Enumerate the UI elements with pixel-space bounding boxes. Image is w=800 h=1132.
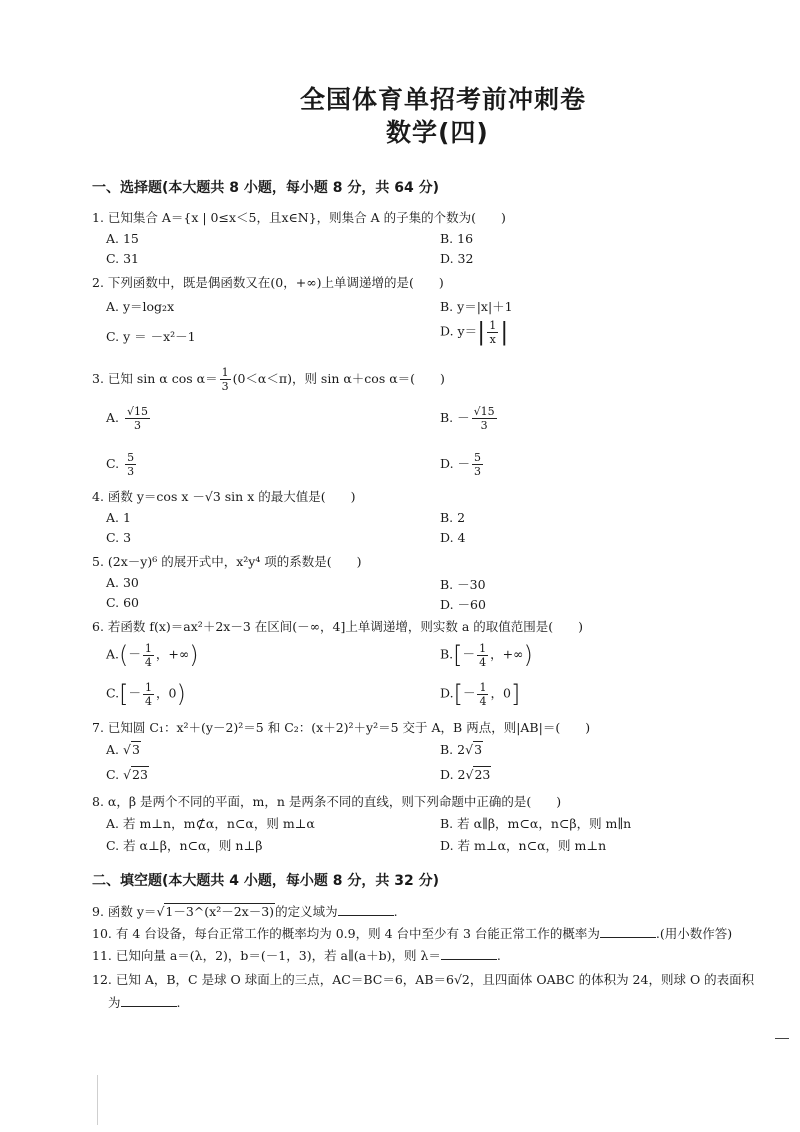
q8-option-d: D. 若 m⊥α，n⊂α，则 m⊥n — [440, 838, 607, 853]
q2-option-d: D. y＝| $\frac{1}{x}$ | — [440, 318, 509, 346]
q1-option-d: D. 32 — [440, 251, 474, 266]
q1-option-c: C. 31 — [106, 251, 139, 266]
scan-edge-mark-left — [97, 1075, 98, 1125]
q12-line1: 12. 已知 A，B，C 是球 O 球面上的三点，AC＝BC＝6，AB＝6√2，且四面体 OABC 的体积为 24，则球 O 的表面积 — [92, 972, 755, 987]
q6-option-a: A.(－ $\frac{1}{4}$ ，+∞) — [106, 641, 199, 669]
q7-stem: 7. 已知圆 C₁：x²＋(y－2)²＝5 和 C₂：(x＋2)²＋y²＝5 交于 A，B 两点，则|AB|＝( ) — [92, 720, 591, 735]
q8-option-a: A. 若 m⊥n，m⊄α，n⊂α，则 m⊥α — [106, 816, 315, 831]
exam-subtitle: 数学(四) — [386, 118, 489, 147]
q6-option-c: C.[－ $\frac{1}{4}$ ，0) — [106, 680, 186, 708]
q3-option-c: C. $\frac{5}{3}$ — [106, 451, 135, 478]
q3-stem-frac: $\frac{1}{3}$ — [221, 366, 229, 393]
q8-option-b: B. 若 α∥β，m⊂α，n⊂β，则 m∥n — [440, 816, 632, 831]
q7-option-d: D. 2√23 — [440, 767, 491, 782]
q2-option-b: B. y＝|x|＋1 — [440, 299, 513, 314]
q5-option-d: D. －60 — [440, 597, 486, 612]
q6-option-d: D.[－ $\frac{1}{4}$ ，0] — [440, 680, 521, 708]
q2-option-d-prefix: D. y＝ — [440, 323, 478, 339]
q7-option-c: C. √23 — [106, 767, 148, 782]
q3-option-d: D. － $\frac{5}{3}$ — [440, 451, 482, 478]
q8-stem: 8. α，β 是两个不同的平面，m，n 是两条不同的直线，则下列命题中正确的是( ) — [92, 794, 562, 809]
q5-option-b: B. －30 — [440, 577, 486, 592]
q5-stem: 5. (2x－y)⁶ 的展开式中，x²y⁴ 项的系数是( ) — [92, 554, 362, 569]
q6-option-b: B.[－ $\frac{1}{4}$ ，+∞) — [440, 641, 533, 669]
q12-line2: 为 . — [108, 995, 181, 1010]
q9-answer-blank[interactable] — [338, 903, 394, 916]
q1-option-b: B. 16 — [440, 231, 474, 246]
q10-answer-blank[interactable] — [600, 925, 656, 938]
q11-answer-blank[interactable] — [441, 947, 497, 960]
q4-option-a: A. 1 — [106, 510, 131, 525]
q2-option-c: C. y ＝ －x²－1 — [106, 329, 196, 344]
q2-option-d-frac: $\frac{1}{x}$ — [489, 318, 497, 346]
q1-stem: 1. 已知集合 A＝{x | 0≤x＜5，且x∈N}，则集合 A 的子集的个数为( ) — [92, 210, 506, 225]
section1-heading: 一、选择题(本大题共 8 小题，每小题 8 分，共 64 分) — [92, 180, 440, 196]
q5-option-c: C. 60 — [106, 595, 139, 610]
q3-option-a: A. $\frac{√15}{3}$ — [106, 405, 148, 432]
q5-option-a: A. 30 — [106, 575, 139, 590]
q4-option-c: C. 3 — [106, 530, 132, 545]
q10: 10. 有 4 台设备，每台正常工作的概率均为 0.9，则 4 台中至少有 3 台能正常工作的概率为 .(用小数作答) — [92, 926, 733, 941]
q2-option-a: A. y＝log₂x — [106, 299, 175, 314]
q2-stem-text: 2. 下列函数中，既是偶函数又在(0，+∞)上单调递增的是( ) — [92, 275, 444, 290]
q1-option-a: A. 15 — [106, 231, 139, 246]
q7-option-a: A. √3 — [106, 742, 140, 757]
scan-edge-mark-right — [775, 1038, 789, 1039]
q3-stem: 3. 已知 sin α cos α＝ $\frac{1}{3}$ (0＜α＜π)，则 sin α＋cos α＝( ) — [92, 366, 445, 393]
exam-title: 全国体育单招考前冲刺卷 — [300, 85, 587, 114]
q8-option-c: C. 若 α⊥β，n⊂α，则 n⊥β — [106, 838, 263, 853]
q3-option-b: B. － $\frac{√15}{3}$ — [440, 405, 495, 432]
q9: 9. 函数 y＝√1－3^(x²－2x－3)的定义域为 . — [92, 904, 398, 919]
q4-option-b: B. 2 — [440, 510, 466, 525]
q4-option-d: D. 4 — [440, 530, 466, 545]
q6-stem: 6. 若函数 f(x)＝ax²＋2x－3 在区间(－∞，4]上单调递增，则实数 a 的取值范围是( ) — [92, 619, 584, 634]
section2-heading: 二、填空题(本大题共 4 小题，每小题 8 分，共 32 分) — [92, 873, 440, 889]
q4-stem: 4. 函数 y＝cos x －√3 sin x 的最大值是( ) — [92, 489, 356, 504]
q7-option-b: B. 2√3 — [440, 742, 483, 757]
q11: 11. 已知向量 a＝(λ，2)，b＝(－1，3)，若 a∥(a＋b)，则 λ＝ . — [92, 948, 501, 963]
q12-answer-blank[interactable] — [121, 994, 177, 1007]
